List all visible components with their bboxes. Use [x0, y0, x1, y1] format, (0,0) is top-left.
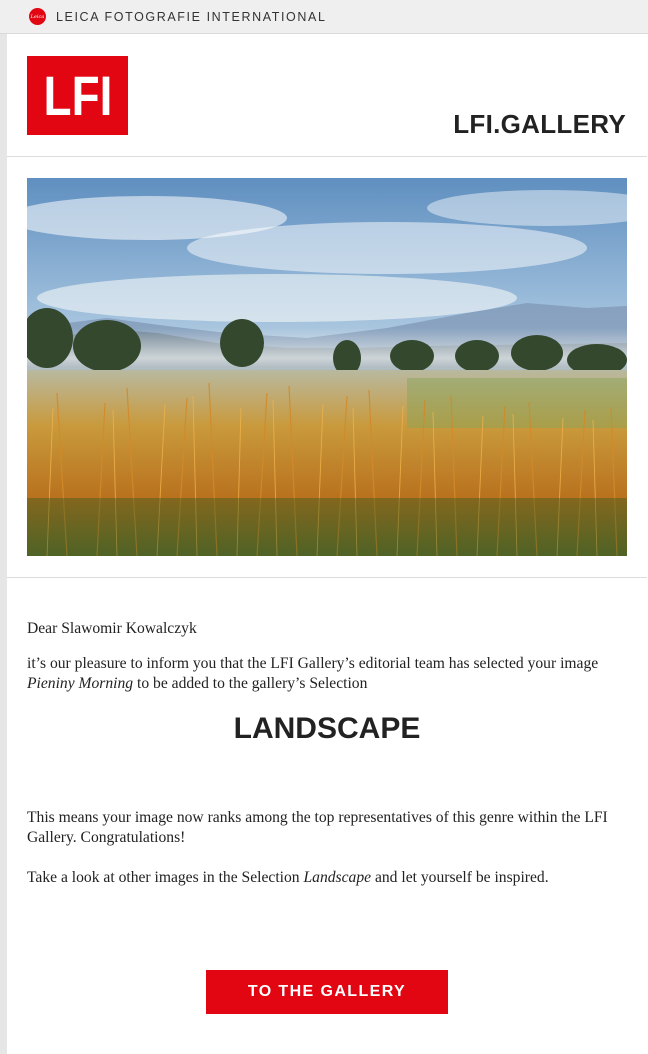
content-divider [7, 577, 647, 578]
leica-logo-icon[interactable] [29, 8, 46, 25]
left-gutter [0, 0, 7, 1054]
greeting: Dear Slawomir Kowalczyk [27, 620, 197, 637]
landscape-photo-icon [27, 178, 627, 556]
gallery-title[interactable]: LFI.GALLERY [453, 109, 626, 139]
inspiration-text-start: Take a look at other images in the Selection [27, 869, 304, 886]
ranking-notice: This means your image now ranks among the top representatives of this genre within the LFI Gallery. Congratulations! [27, 809, 608, 846]
inspiration-text [27, 868, 629, 888]
leica-logo-text: Leica [30, 13, 45, 20]
image-title: Pieniny Morning [27, 675, 134, 692]
inspiration-text-end: and let yourself be inspired. [371, 869, 549, 886]
selection-notice [27, 654, 629, 694]
lfi-logo[interactable] [27, 56, 128, 135]
notice-text-start: it’s our pleasure to inform you that the LFI Gallery’s editorial team has selected your image [27, 655, 599, 672]
lfi-logo-text: LFI [43, 63, 112, 127]
hero-image[interactable] [27, 178, 627, 556]
brand-name[interactable]: LEICA FOTOGRAFIE INTERNATIONAL [56, 9, 327, 24]
selection-category: LANDSCAPE [233, 712, 421, 745]
email-header [7, 35, 647, 157]
notice-text-end: to be added to the gallery’s Selection [133, 675, 368, 692]
selection-name: Landscape [303, 869, 372, 886]
to-the-gallery-button[interactable]: TO THE GALLERY [206, 970, 448, 1014]
brand-topbar [0, 0, 648, 34]
